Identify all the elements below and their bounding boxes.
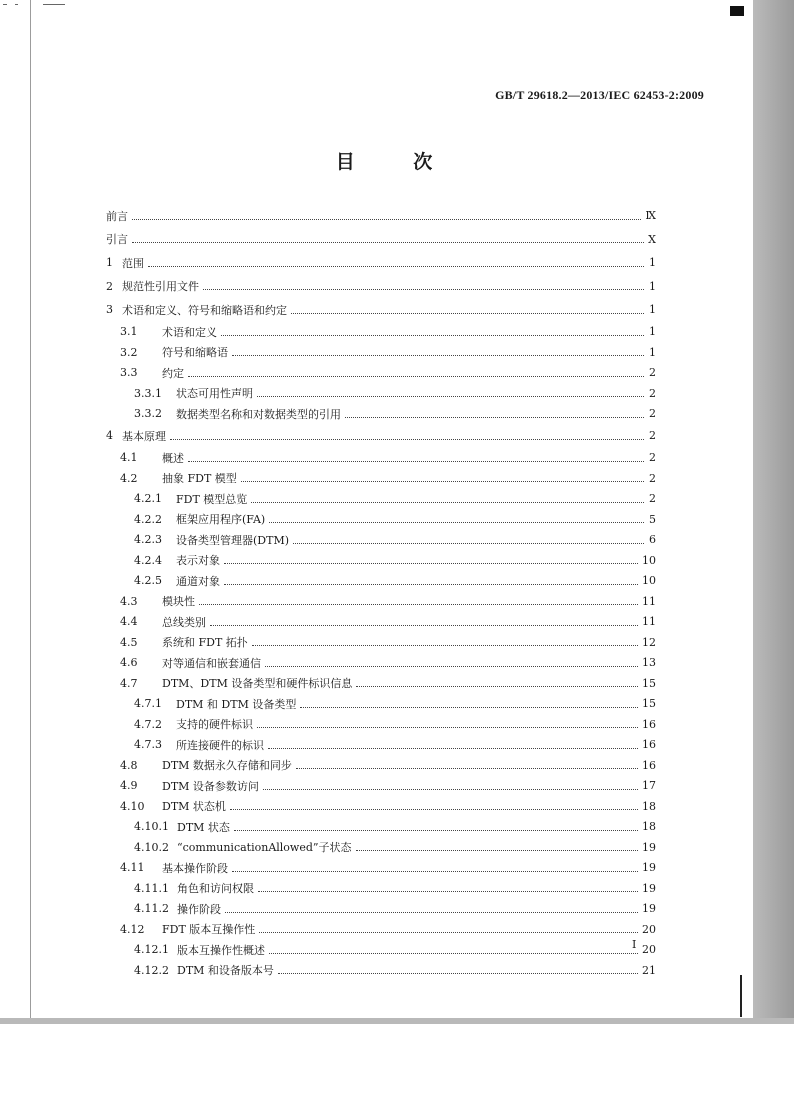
toc-entry-title: 抽象 FDT 模型 [162,472,237,486]
toc-entry-number: 4 [106,429,113,443]
toc-dot-leader [148,265,644,267]
toc-entry[interactable] [106,899,656,920]
toc-dot-leader [132,241,644,243]
toc-entry[interactable] [106,755,656,776]
toc-entry-number: 3.3 [120,366,138,380]
toc-entry-title: 引言 [106,233,128,247]
toc-entry-title: 前言 [106,209,128,223]
toc-dot-leader [230,808,638,810]
toc-dot-leader [269,521,644,523]
toc-dot-leader [345,416,644,418]
toc-entry-number: 4.7.1 [134,697,162,711]
toc-entry-page: 1 [649,325,656,339]
toc-entry-page: 20 [642,922,656,936]
toc-dot-leader [356,685,638,687]
toc-entry[interactable] [106,653,656,674]
toc-entry[interactable] [106,550,656,571]
toc-entry-number: 3.2 [120,345,138,359]
toc-entry[interactable] [106,837,656,858]
toc-entry-page: 11 [642,594,656,608]
toc-entry-page: 2 [649,366,656,380]
toc-entry-page: 2 [649,429,656,443]
toc-dot-leader [224,562,638,564]
standard-number: GB/T 29618.2—2013/IEC 62453-2:2009 [495,88,704,102]
toc-entry-title: FDT 版本互操作性 [162,923,256,937]
page-number: Ⅰ [632,938,637,951]
toc-entry[interactable] [106,322,656,343]
toc-entry-number: 4.1 [120,451,138,465]
toc-entry-title: 术语和定义 [162,325,217,339]
toc-entry[interactable] [106,489,656,510]
table-of-contents [106,204,656,981]
toc-dot-leader [221,334,644,336]
toc-dot-leader [234,829,638,831]
toc-entry-number: 4.7 [120,676,138,690]
toc-entry-page: 19 [642,861,656,875]
toc-entry-page: 1 [649,345,656,359]
toc-entry-page: 10 [642,553,656,567]
toc-entry-page: 19 [642,881,656,895]
toc-entry[interactable] [106,919,656,940]
toc-dot-leader [224,583,638,585]
toc-entry[interactable] [106,363,656,384]
toc-entry[interactable] [106,612,656,633]
toc-entry-number: 4.5 [120,635,138,649]
toc-entry[interactable] [106,673,656,694]
toc-entry[interactable] [106,251,656,275]
toc-entry-title: DTM、DTM 设备类型和硬件标识信息 [162,677,353,691]
toc-entry[interactable] [106,694,656,715]
toc-entry-number: 4.10.2 [134,840,169,854]
toc-dot-leader [251,501,644,503]
toc-entry-title: 系统和 FDT 拓扑 [162,636,248,650]
toc-dot-leader [188,375,644,377]
toc-entry-number: 2 [106,279,113,293]
toc-entry[interactable] [106,940,656,961]
toc-entry-page: 19 [642,840,656,854]
toc-dot-leader [241,480,644,482]
toc-dot-leader [210,624,638,626]
toc-entry[interactable] [106,468,656,489]
toc-entry-number: 4.10.1 [134,820,169,834]
toc-entry[interactable] [106,714,656,735]
toc-entry-page: 17 [642,779,656,793]
toc-entry-number: 4.2.1 [134,492,162,506]
toc-entry-title: 通道对象 [176,574,220,588]
scan-corner-mark [730,6,744,16]
toc-dot-leader [252,644,638,646]
toc-entry[interactable] [106,571,656,592]
toc-entry-title: DTM 状态 [177,820,230,834]
toc-entry-number: 4.11.1 [134,881,169,895]
toc-entry-page: 2 [649,386,656,400]
toc-entry-title: 操作阶段 [177,902,221,916]
toc-entry-page: 16 [642,717,656,731]
toc-dot-leader [356,849,638,851]
toc-entry-number: 4.6 [120,656,138,670]
toc-dot-leader [263,788,638,790]
toc-entry-number: 3.3.1 [134,386,162,400]
toc-entry[interactable] [106,776,656,797]
toc-entry-title: 范围 [122,256,144,270]
toc-entry-page: 2 [649,492,656,506]
page-bottom-edge [0,1018,794,1024]
toc-entry[interactable] [106,383,656,404]
toc-entry-page: 19 [642,902,656,916]
toc-entry-page: 18 [642,820,656,834]
toc-dot-leader [188,460,644,462]
toc-entry-title: DTM 状态机 [162,800,226,814]
toc-entry-page: 12 [642,635,656,649]
toc-entry-title: “communicationAllowed”子状态 [177,841,352,855]
toc-entry-page: 11 [642,615,656,629]
toc-dot-leader [225,911,638,913]
toc-entry[interactable] [106,632,656,653]
toc-dot-leader [293,542,644,544]
toc-entry-number: 4.12.1 [134,943,169,957]
toc-dot-leader [259,931,638,933]
toc-dot-leader [268,747,638,749]
toc-entry-title: DTM 和设备版本号 [177,964,274,978]
toc-entry-number: 4.2 [120,471,138,485]
toc-entry-title: 支持的硬件标识 [176,718,253,732]
toc-dot-leader [258,890,638,892]
toc-entry-page: 15 [642,697,656,711]
toc-dot-leader [278,972,638,974]
toc-dot-leader [296,767,638,769]
toc-entry[interactable] [106,817,656,838]
toc-entry-number: 4.10 [120,799,145,813]
toc-entry-title: 基本原理 [122,429,166,443]
toc-entry-page: 10 [642,574,656,588]
toc-entry-number: 3.3.2 [134,407,162,421]
toc-entry-title: 概述 [162,451,184,465]
toc-entry[interactable] [106,404,656,425]
toc-entry-title: 规范性引用文件 [122,280,199,294]
toc-entry[interactable] [106,509,656,530]
toc-entry-title: DTM 设备参数访问 [162,779,259,793]
toc-entry-page: 2 [649,471,656,485]
toc-entry[interactable] [106,204,656,228]
toc-entry-title: 所连接硬件的标识 [176,738,264,752]
toc-entry-number: 4.2.3 [134,533,162,547]
toc-entry-title: FDT 模型总览 [176,492,248,506]
toc-entry-title: 基本操作阶段 [162,861,228,875]
toc-entry-number: 4.2.4 [134,553,162,567]
toc-entry-page: 18 [642,799,656,813]
toc-entry[interactable] [106,424,656,448]
toc-entry[interactable] [106,342,656,363]
toc-entry-page: 5 [649,512,656,526]
toc-entry[interactable] [106,298,656,322]
toc-entry-page: 2 [649,407,656,421]
toc-entry-title: 状态可用性声明 [176,387,253,401]
toc-entry-number: 3.1 [120,325,138,339]
toc-entry-number: 4.11 [120,861,145,875]
toc-dot-leader [269,952,638,954]
toc-entry-page: 15 [642,676,656,690]
toc-entry-number: 1 [106,256,113,270]
toc-entry-number: 4.2.2 [134,512,162,526]
toc-entry-number: 4.11.2 [134,902,169,916]
toc-entry[interactable] [106,796,656,817]
toc-entry-page: 13 [642,656,656,670]
toc-entry-number: 3 [106,303,113,317]
toc-entry[interactable] [106,878,656,899]
toc-entry[interactable] [106,530,656,551]
toc-entry-number: 4.12.2 [134,963,169,977]
toc-dot-leader [300,706,638,708]
toc-entry-title: 对等通信和嵌套通信 [162,656,261,670]
toc-entry-page: 6 [649,533,656,547]
toc-entry-page: 1 [649,279,656,293]
scan-marks [3,2,63,8]
toc-entry-title: 约定 [162,366,184,380]
toc-entry-title: DTM 数据永久存储和同步 [162,759,292,773]
toc-dot-leader [232,354,644,356]
toc-dot-leader [170,438,644,440]
toc-entry-page: Ⅹ [648,232,656,246]
toc-entry-number: 4.7.3 [134,738,162,752]
toc-entry-title: DTM 和 DTM 设备类型 [176,697,297,711]
toc-entry-page: 20 [642,943,656,957]
toc-entry-page: 16 [642,738,656,752]
toc-entry[interactable] [106,858,656,879]
toc-entry-title: 数据类型名称和对数据类型的引用 [176,407,341,421]
toc-entry-number: 4.3 [120,594,138,608]
toc-entry-title: 表示对象 [176,554,220,568]
toc-entry-title: 术语和定义、符号和缩略语和约定 [122,303,287,317]
toc-dot-leader [203,288,644,290]
toc-dot-leader [257,395,644,397]
toc-entry-title: 模块性 [162,595,195,609]
page-title: 目 次 [335,151,459,173]
toc-entry-title: 符号和缩略语 [162,346,228,360]
toc-entry[interactable] [106,735,656,756]
toc-entry-number: 4.7.2 [134,717,162,731]
toc-entry-page: 1 [649,256,656,270]
toc-entry-number: 4.12 [120,922,145,936]
toc-entry-number: 4.8 [120,758,138,772]
toc-entry-title: 框架应用程序(FA) [176,513,266,527]
toc-dot-leader [257,726,638,728]
toc-entry-page: Ⅸ [645,209,656,223]
toc-entry-number: 4.4 [120,615,138,629]
scan-edge-line [740,975,742,1017]
toc-entry-page: 21 [642,963,656,977]
toc-entry-title: 角色和访问权限 [177,882,254,896]
toc-entry-title: 总线类别 [162,615,206,629]
toc-dot-leader [132,218,641,220]
toc-entry-page: 1 [649,303,656,317]
toc-entry-title: 设备类型管理器(DTM) [176,533,290,547]
toc-dot-leader [232,870,638,872]
toc-entry-page: 2 [649,451,656,465]
toc-entry[interactable] [106,591,656,612]
toc-entry-page: 16 [642,758,656,772]
toc-entry-number: 4.2.5 [134,574,162,588]
toc-entry[interactable] [106,275,656,299]
toc-entry[interactable] [106,448,656,469]
toc-dot-leader [199,603,638,605]
toc-entry-number: 4.9 [120,779,138,793]
toc-entry[interactable] [106,960,656,981]
toc-entry[interactable] [106,228,656,252]
toc-dot-leader [291,312,644,314]
toc-entry-title: 版本互操作性概述 [177,943,265,957]
toc-dot-leader [265,665,638,667]
